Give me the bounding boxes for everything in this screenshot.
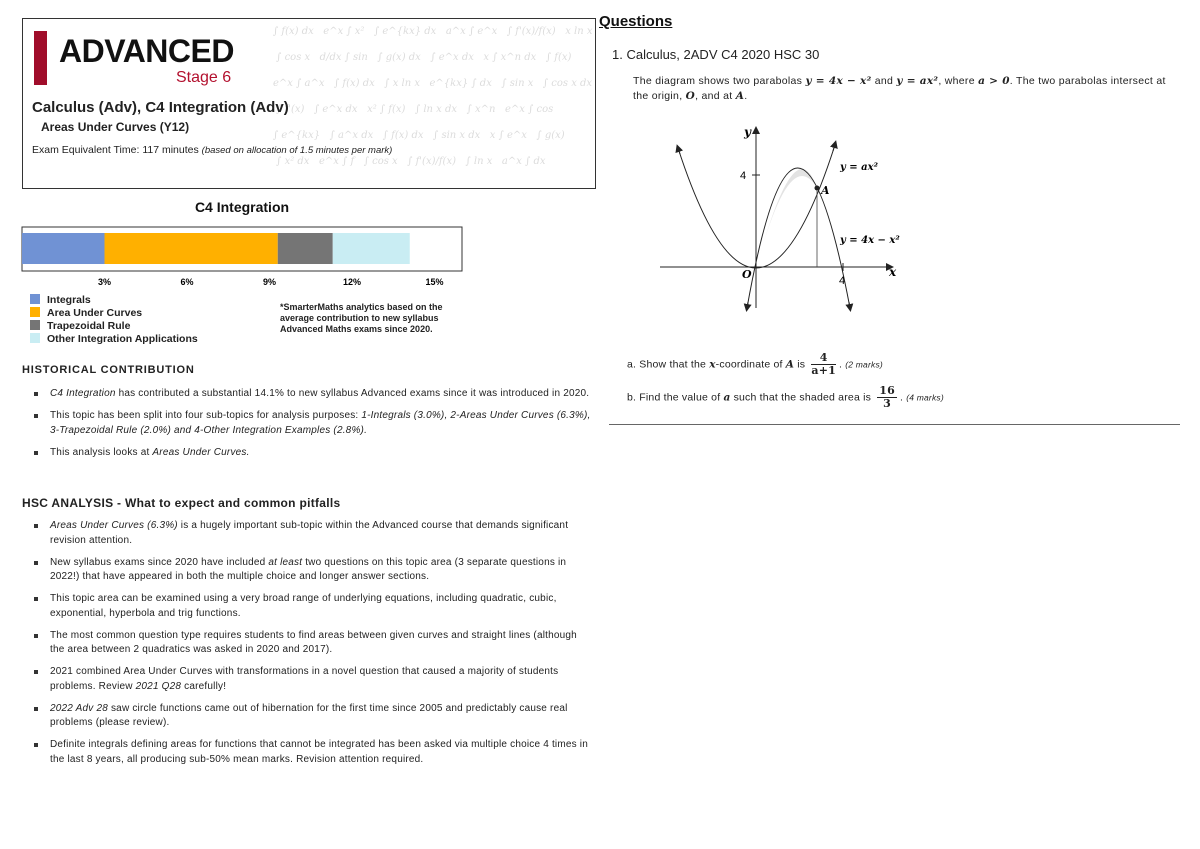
bar-segment-1 — [105, 233, 278, 264]
emphasis-text: 2022 Adv 28 — [50, 702, 108, 714]
intro-text: . — [744, 90, 748, 102]
legend-label: Integrals — [47, 294, 91, 306]
intro-text: , and at — [695, 90, 736, 102]
legend-item-area-under-curves — [30, 307, 142, 319]
emphasis-text: Areas Under Curves (6.3%) — [50, 520, 178, 531]
x-axis-label: x — [889, 265, 897, 279]
emphasis-text: Areas Under Curves. — [152, 446, 250, 458]
item-text: The most common question type requires students to find areas between given curves and straight lines (although the area between 2 quadratics was asked in 2020 and 2017). — [50, 629, 577, 655]
bar-segment-3 — [333, 233, 410, 264]
arrow-head — [833, 144, 835, 151]
curve-1-label: y = ax² — [840, 162, 878, 173]
variable: x — [709, 358, 716, 371]
point-a-label: A — [821, 184, 830, 197]
question-intro — [633, 74, 1173, 104]
intro-text: The diagram shows two parabolas — [633, 75, 806, 87]
emphasis-text: at least — [268, 556, 303, 568]
intersection-point-a — [815, 186, 820, 191]
list-item — [22, 519, 592, 548]
arrow-head — [678, 148, 680, 154]
intro-text: , where — [938, 75, 979, 87]
list-item — [22, 556, 592, 585]
part-text: a. Show that the — [627, 358, 710, 371]
legend-swatch — [30, 307, 40, 317]
fraction — [811, 352, 836, 377]
origin-symbol: O — [685, 90, 696, 102]
y-tick-label: 4 — [740, 170, 747, 182]
legend-swatch — [30, 320, 40, 330]
legend-item-other-applications — [30, 333, 198, 345]
subtopic-title: Areas Under Curves (Y12) — [41, 120, 190, 134]
point-symbol: A — [785, 358, 795, 371]
arrow-head — [747, 302, 748, 308]
part-text: is — [794, 358, 809, 371]
legend-swatch — [30, 294, 40, 304]
y-axis-label: y — [744, 125, 751, 139]
brand-title: ADVANCED — [59, 33, 234, 69]
item-text: has contributed a substantial 14.1% to new syllabus Advanced exams since it was introduced in 2020. — [115, 388, 590, 399]
historical-list — [22, 387, 592, 468]
point-symbol: A — [735, 90, 745, 102]
hsc-heading: HSC ANALYSIS - What to expect and common pitfalls — [22, 496, 341, 510]
emphasis-text: C4 Integration — [50, 388, 116, 399]
legend-label: Trapezoidal Rule — [47, 320, 131, 332]
exam-time-note: (based on allocation of 1.5 minutes per mark) — [201, 145, 393, 156]
list-item — [22, 665, 592, 694]
equation-parabola-2: y = ax² — [896, 75, 939, 87]
numerator: 4 — [811, 352, 836, 365]
item-text: is a hugely important sub-topic within the Advanced course that demands significant revision attention. — [50, 520, 569, 546]
formula-watermark: ∫ f(x) dx e^x ∫ x² ∫ e^{kx} dx a^x ∫ e^x ∫ f'(x)/f(x) x ln x ∫ cos x d/dx ∫ sin ∫ g(x) dx ∫ e^x dx x ∫ x^n dx ∫ f(x) e^x ∫ a^x ∫ f(x) dx ∫ x ln x e^{kx} ∫ dx ∫ sin x ∫ cos x dx ∫ f'(x) ∫ e^x dx x² ∫ f(x) ∫ ln x dx ∫ x^n e^x ∫ cos ∫ e^{kx} ∫ a^x dx ∫ f(x) dx ∫ sin x dx x ∫ e^x ∫ g(x) ∫ x² dx e^x ∫ f ∫ cos x ∫ f'(x)/f(x) ∫ ln x a^x ∫ dx — [273, 26, 593, 167]
list-item — [22, 446, 592, 461]
intro-text: . The two parabolas intersect at the origin, — [633, 75, 1166, 102]
part-text: -coordinate of — [715, 358, 786, 371]
item-text: 2021 combined Area Under Curves with transformations in a novel question that caused a majority of students problems. Review — [50, 666, 559, 692]
x-tick-label: 9% — [262, 277, 277, 287]
fraction — [877, 385, 897, 410]
x-tick-label: 4 — [839, 275, 846, 287]
topic-title: Calculus (Adv), C4 Integration (Adv) — [32, 99, 289, 116]
parabola-diagram — [640, 118, 910, 318]
marks: (2 marks) — [845, 359, 883, 370]
legend-item-trapezoidal-rule — [30, 320, 130, 332]
bar-segment-0 — [22, 233, 105, 264]
chart-note: *SmarterMaths analytics based on the average contribution to new syllabus Advanced Maths exams since 2020. — [280, 302, 443, 334]
origin-label: O — [742, 268, 752, 281]
question-title: 1. Calculus, 2ADV C4 2020 HSC 30 — [612, 47, 820, 62]
item-text: This topic area can be examined using a very broad range of underlying equations, including quadratic, cubic, exponential, hyperbola and trig functions. — [50, 593, 557, 619]
stage-label: Stage 6 — [176, 69, 232, 86]
list-item — [22, 702, 592, 731]
stacked-bar-chart — [0, 0, 480, 300]
item-text: New syllabus exams since 2020 have included — [50, 556, 269, 568]
curve-2-label: y = 4x − x² — [840, 235, 900, 246]
intro-text: and — [871, 75, 897, 87]
arrow-head — [849, 302, 850, 308]
list-item — [22, 738, 592, 767]
list-item — [22, 409, 592, 438]
emphasis-text: 1-Integrals (3.0%), 2-Areas Under Curves (6.3%), 3-Trapezoidal Rule (2.0%) and 4-Other Integration Examples (2.8%). — [50, 410, 591, 436]
item-text: two questions on this topic area (3 separate questions in 2022!) that have appeared in both the multiple choice and longer answer sections. — [50, 556, 567, 582]
x-tick-label: 6% — [180, 277, 194, 287]
exam-time-label: Exam Equivalent Time: — [32, 144, 140, 156]
curve-4x-x2 — [747, 168, 850, 308]
condition: a > 0 — [978, 75, 1010, 87]
item-text: Definite integrals defining areas for functions that cannot be integrated has been asked via multiple choice 4 times in the last 8 years, all producing sub-50% mean marks. Revision attention required. — [50, 739, 588, 765]
bar-segment-2 — [278, 233, 333, 264]
part-text: such that the shaded area is — [730, 391, 875, 404]
part-text: b. Find the value of — [627, 391, 724, 404]
question-part-b: b. Find the value of a such that the shaded area is $\frac{16}{3}$ . (4 marks) — [627, 384, 944, 410]
chart-title: C4 Integration — [194, 199, 290, 215]
shaded-region — [757, 169, 817, 266]
item-text: This analysis looks at — [50, 446, 153, 458]
list-item — [22, 592, 592, 621]
numerator: 16 — [879, 384, 895, 397]
historical-heading: HISTORICAL CONTRIBUTION — [22, 364, 195, 376]
x-tick-label: 3% — [97, 277, 112, 287]
legend-item-integrals — [30, 294, 91, 306]
x-tick-label: 15% — [425, 277, 444, 287]
variable: a — [723, 391, 731, 404]
marks: (4 marks) — [906, 392, 944, 403]
equation-parabola-1: y = 4x − x² — [805, 75, 872, 87]
item-text: carefully! — [181, 680, 227, 692]
item-text: saw circle functions came out of hibernation for the first time since 2005 and predictably cause real problems (please review). — [50, 702, 568, 728]
list-item — [22, 629, 592, 658]
questions-heading: Questions — [599, 13, 673, 30]
hsc-list — [22, 519, 592, 775]
legend-label: Other Integration Applications — [47, 333, 198, 345]
emphasis-text: 2021 Q28 — [135, 680, 182, 692]
legend-label: Area Under Curves — [47, 307, 143, 319]
question-part-a: a. Show that the x-coordinate of A is $\frac{4}{a+1}$ . (2 marks) — [627, 351, 883, 377]
legend-swatch — [30, 333, 40, 343]
denominator: a+1 — [811, 364, 836, 377]
exam-time-value: 117 minutes — [142, 144, 199, 156]
section-divider — [609, 424, 1180, 425]
x-tick-label: 12% — [342, 277, 362, 287]
denominator: 3 — [883, 397, 891, 410]
list-item — [22, 387, 592, 402]
item-text: This topic has been split into four sub-topics for analysis purposes: — [50, 410, 362, 421]
